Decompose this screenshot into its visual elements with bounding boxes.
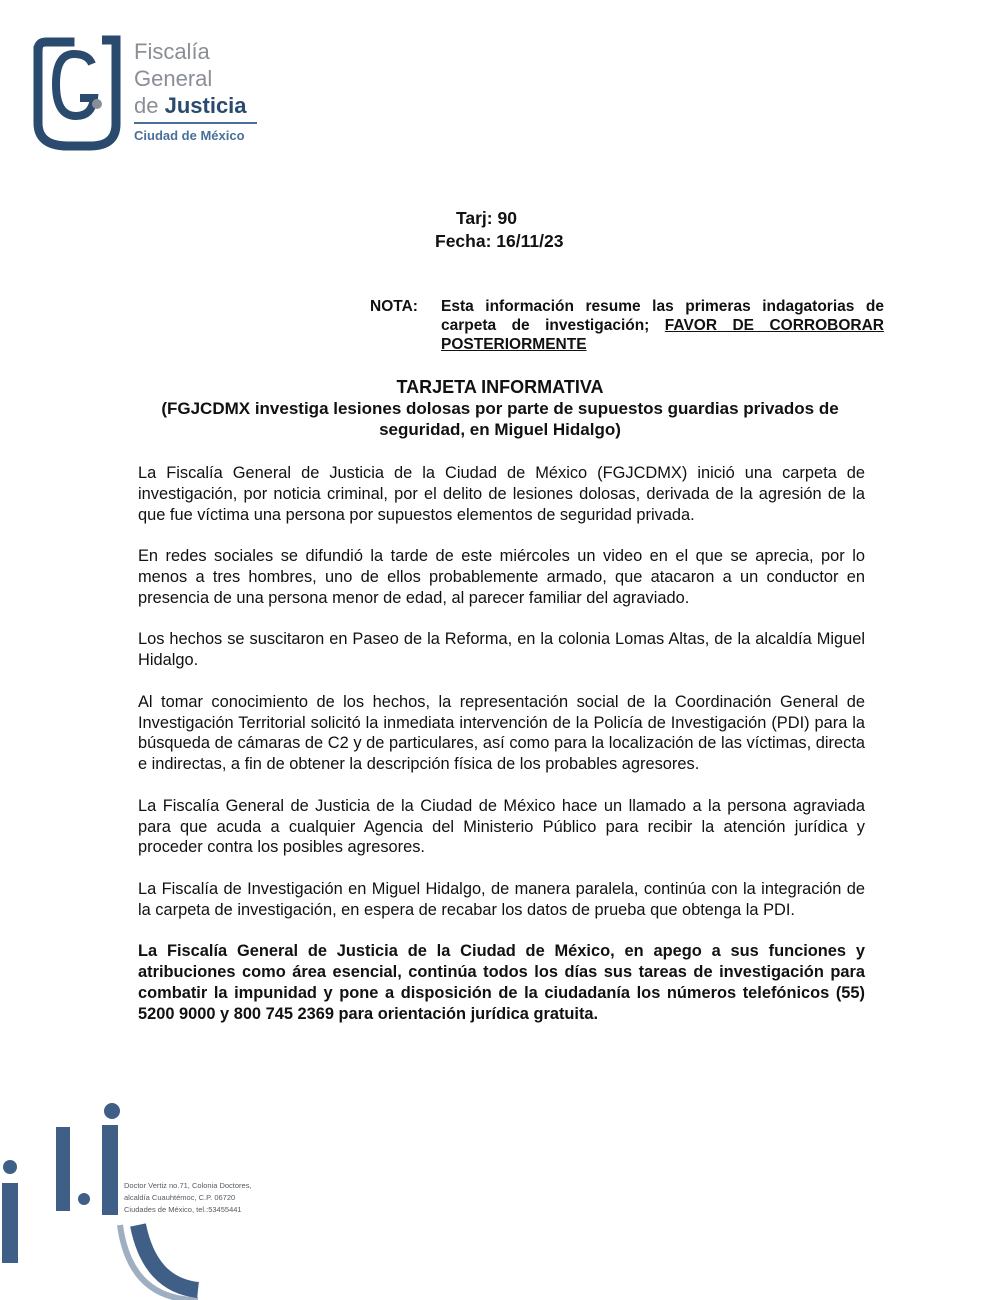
header-meta xyxy=(400,207,620,253)
logo-line-2: General xyxy=(134,66,213,91)
nota-text: Esta información resume las primeras indagatorias de carpeta de investigación; xyxy=(441,298,884,334)
paragraph-5: La Fiscalía General de Justicia de la Ciudad de México hace un llamado a la persona agraviada para que acuda a cualquier Agencia del Ministerio Público para recibir la atención jurídica y proceder contra los posibles agresores. xyxy=(138,796,865,857)
tarj-number: Tarj: 90 xyxy=(456,208,517,228)
paragraph-4: Al tomar conocimiento de los hechos, la representación social de la Coordinación General de Investigación Territorial solicitó la inmediata intervención de la Policía de Investigación (PDI) para la búsqueda de cámaras de C2 y de particulares, así como para la localización de las víctimas, directa e indirectas, a fin de obtener la descripción física de los probables agresores. xyxy=(138,692,865,774)
nota-label: NOTA: xyxy=(370,298,418,315)
logo-subtitle: Ciudad de México xyxy=(134,128,245,143)
logo-line-3 xyxy=(134,92,247,119)
address-line-2: alcaldía Cuauhtémoc, C.P. 06720 xyxy=(124,1193,236,1202)
document-title: TARJETA INFORMATIVA xyxy=(396,377,604,397)
footer-address xyxy=(124,1180,252,1216)
closing-paragraph: La Fiscalía General de Justicia de la Ciudad de México, en apego a sus funciones y atribuciones como área esencial, continúa todos los días sus tareas de investigación para combatir la impunidad y pone a disposición de la ciudadanía los números telefónicos (55) 5200 9000 y 800 745 2369 para orientación jurídica gratuita. xyxy=(138,942,865,1023)
paragraph-2: En redes sociales se difundió la tarde de este miércoles un video en el que se aprecia, por lo menos a tres hombres, uno de ellos probablemente armado, que atacaron a un conductor en presencia de una persona menor de edad, al parecer familiar del agraviado. xyxy=(138,547,865,607)
title-block xyxy=(120,376,880,440)
nota-underlined: FAVOR DE CORROBORAR POSTERIORMENTE xyxy=(441,317,884,353)
logo-wordmark xyxy=(134,38,247,119)
nota-block xyxy=(370,297,884,354)
fecha-date: Fecha: 16/11/23 xyxy=(435,231,564,251)
nota-body xyxy=(441,297,884,354)
document-subtitle: (FGJCDMX investiga lesiones dolosas por parte de supuestos guardias privados de seguridad, en Miguel Hidalgo) xyxy=(161,399,839,439)
address-line-3: Ciudades de México, tel.:53455441 xyxy=(124,1205,242,1214)
fgj-logo-mark xyxy=(30,28,130,153)
paragraph-3: Los hechos se suscitaron en Paseo de la Reforma, en la colonia Lomas Altas, de la alcaldía Miguel Hidalgo. xyxy=(138,630,865,670)
address-line-1: Doctor Vertiz no.71, Colonia Doctores, xyxy=(124,1181,252,1190)
body-text xyxy=(138,463,865,1045)
logo-line-1: Fiscalía xyxy=(134,39,210,64)
paragraph-1: La Fiscalía General de Justicia de la Ciudad de México (FGJCDMX) inició una carpeta de investigación, por noticia criminal, por el delito de lesiones dolosas, derivada de la agresión de la que fue víctima una persona por supuestos elementos de seguridad privada. xyxy=(138,464,865,524)
paragraph-6: La Fiscalía de Investigación en Miguel Hidalgo, de manera paralela, continúa con la integración de la carpeta de investigación, en espera de recabar los datos de prueba que obtenga la PDI. xyxy=(138,879,865,919)
logo-divider xyxy=(134,122,257,124)
logo-line-3-prefix: de xyxy=(134,93,165,118)
fgj-logo xyxy=(30,28,280,153)
logo-line-3-strong: Justicia xyxy=(164,93,247,118)
